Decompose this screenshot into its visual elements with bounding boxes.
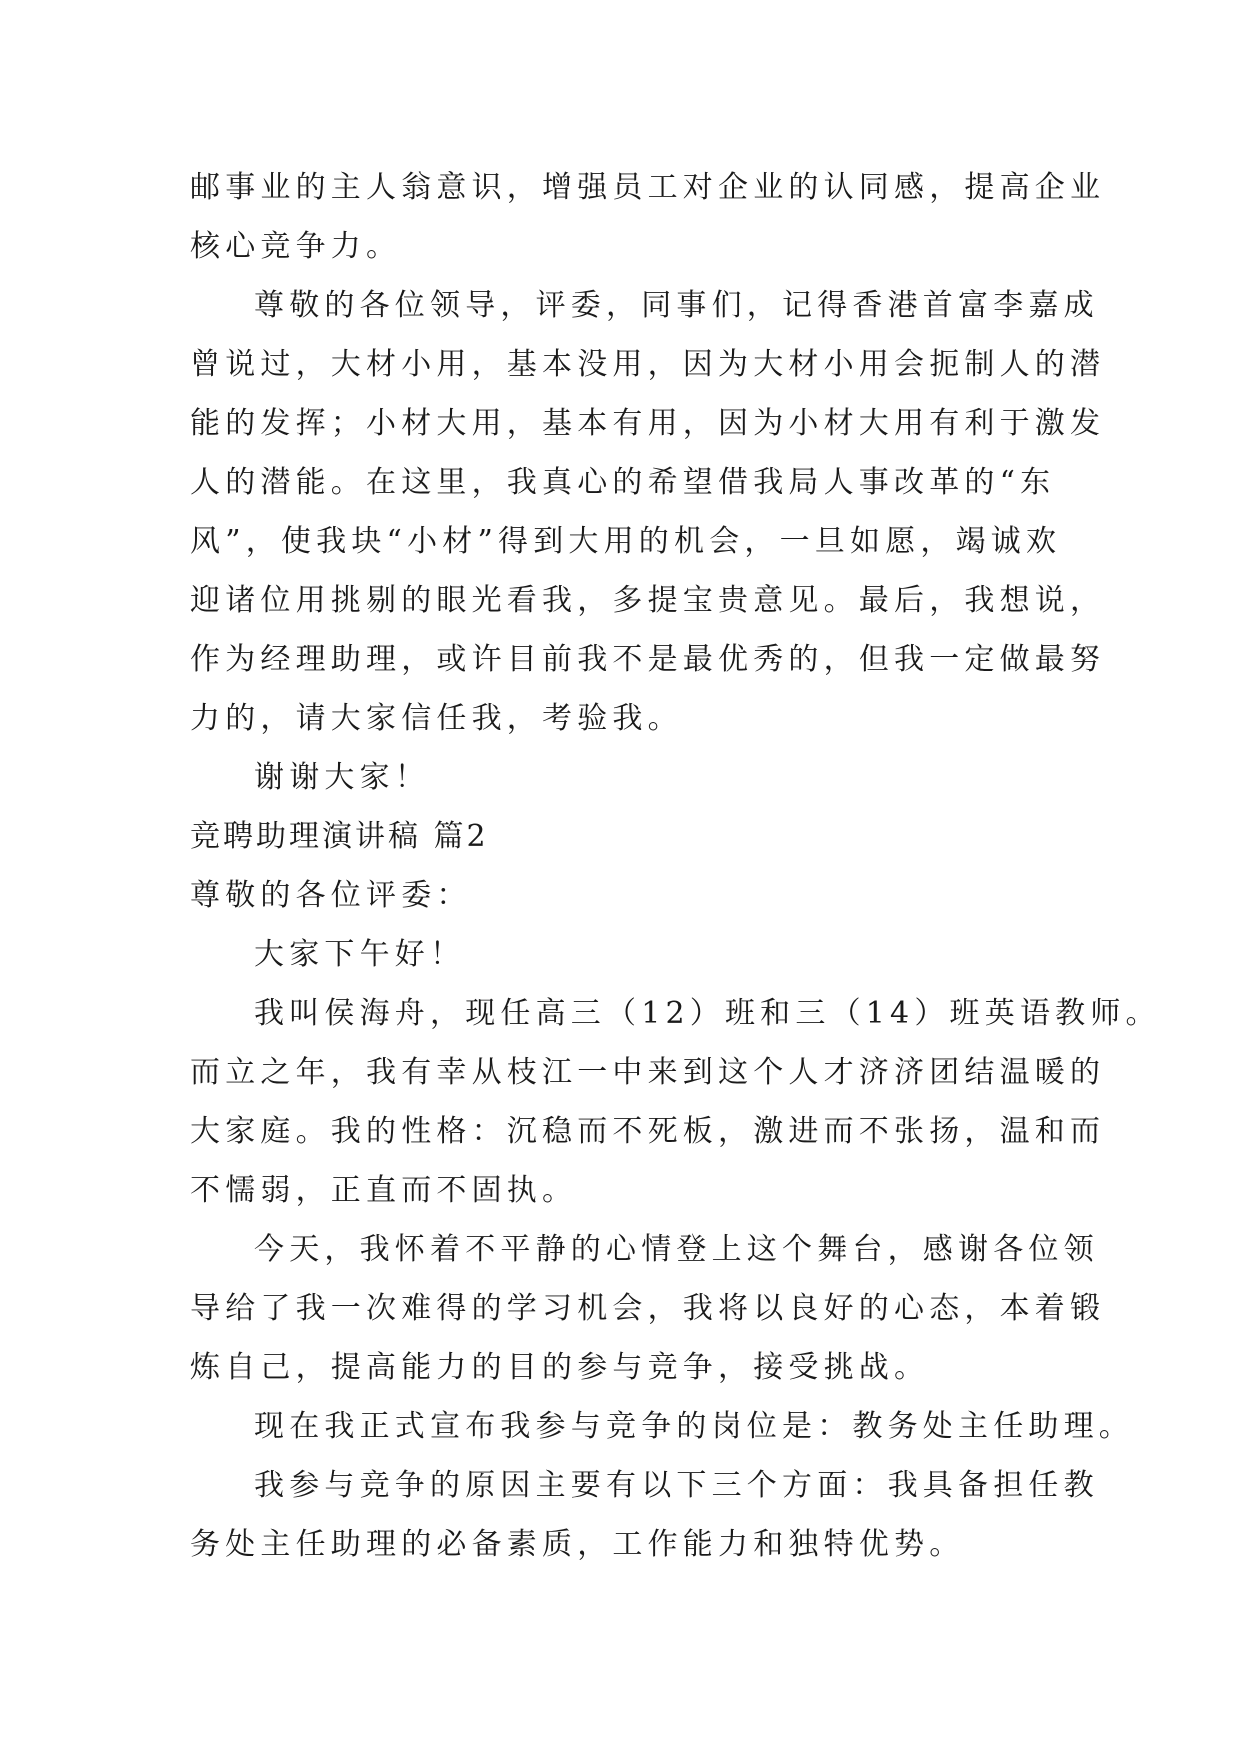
paragraph-start-line: 我叫侯海舟，现任高三（12）班和三（14）班英语教师。: [254, 996, 1161, 1031]
paragraph-start-line: 我参与竞争的原因主要有以下三个方面：我具备担任教: [254, 1468, 1099, 1503]
paragraph-start-line: 谢谢大家！: [254, 760, 430, 795]
body-line: 力的，请大家信任我，考验我。: [190, 701, 683, 736]
paragraph-start-line: 大家下午好！: [254, 937, 466, 972]
body-line: 曾说过，大材小用，基本没用，因为大材小用会扼制人的潜: [190, 347, 1106, 382]
body-line: 不懦弱，正直而不固执。: [190, 1173, 578, 1208]
body-line: 务处主任助理的必备素质，工作能力和独特优势。: [190, 1527, 965, 1562]
body-line: 能的发挥；小材大用，基本有用，因为小材大用有利于激发: [190, 406, 1106, 441]
body-line: 大家庭。我的性格：沉稳而不死板，激进而不张扬，温和而: [190, 1114, 1106, 1149]
body-line: 人的潜能。在这里，我真心的希望借我局人事改革的“东: [190, 465, 1056, 500]
body-line: 风”，使我块“小材”得到大用的机会，一旦如愿，竭诚欢: [190, 524, 1062, 559]
document-body: [190, 158, 1161, 1574]
body-line: 迎诸位用挑剔的眼光看我，多提宝贵意见。最后，我想说，: [190, 583, 1106, 618]
body-line: 炼自己，提高能力的目的参与竞争，接受挑战。: [190, 1350, 930, 1385]
salutation-line: 尊敬的各位评委：: [190, 878, 472, 913]
body-line: 作为经理助理，或许目前我不是最优秀的，但我一定做最努: [190, 642, 1106, 677]
body-line: 邮事业的主人翁意识，增强员工对企业的认同感，提高企业: [190, 170, 1106, 205]
body-line: 导给了我一次难得的学习机会，我将以良好的心态，本着锻: [190, 1291, 1106, 1326]
section-heading: 竞聘助理演讲稿 篇2: [190, 819, 489, 854]
paragraph-start-line: 现在我正式宣布我参与竞争的岗位是：教务处主任助理。: [254, 1409, 1134, 1444]
paragraph-start-line: 今天，我怀着不平静的心情登上这个舞台，感谢各位领: [254, 1232, 1099, 1267]
body-line: 而立之年，我有幸从枝江一中来到这个人才济济团结温暖的: [190, 1055, 1106, 1090]
body-line: 核心竞争力。: [190, 229, 402, 264]
paragraph-start-line: 尊敬的各位领导，评委，同事们，记得香港首富李嘉成: [254, 288, 1099, 323]
